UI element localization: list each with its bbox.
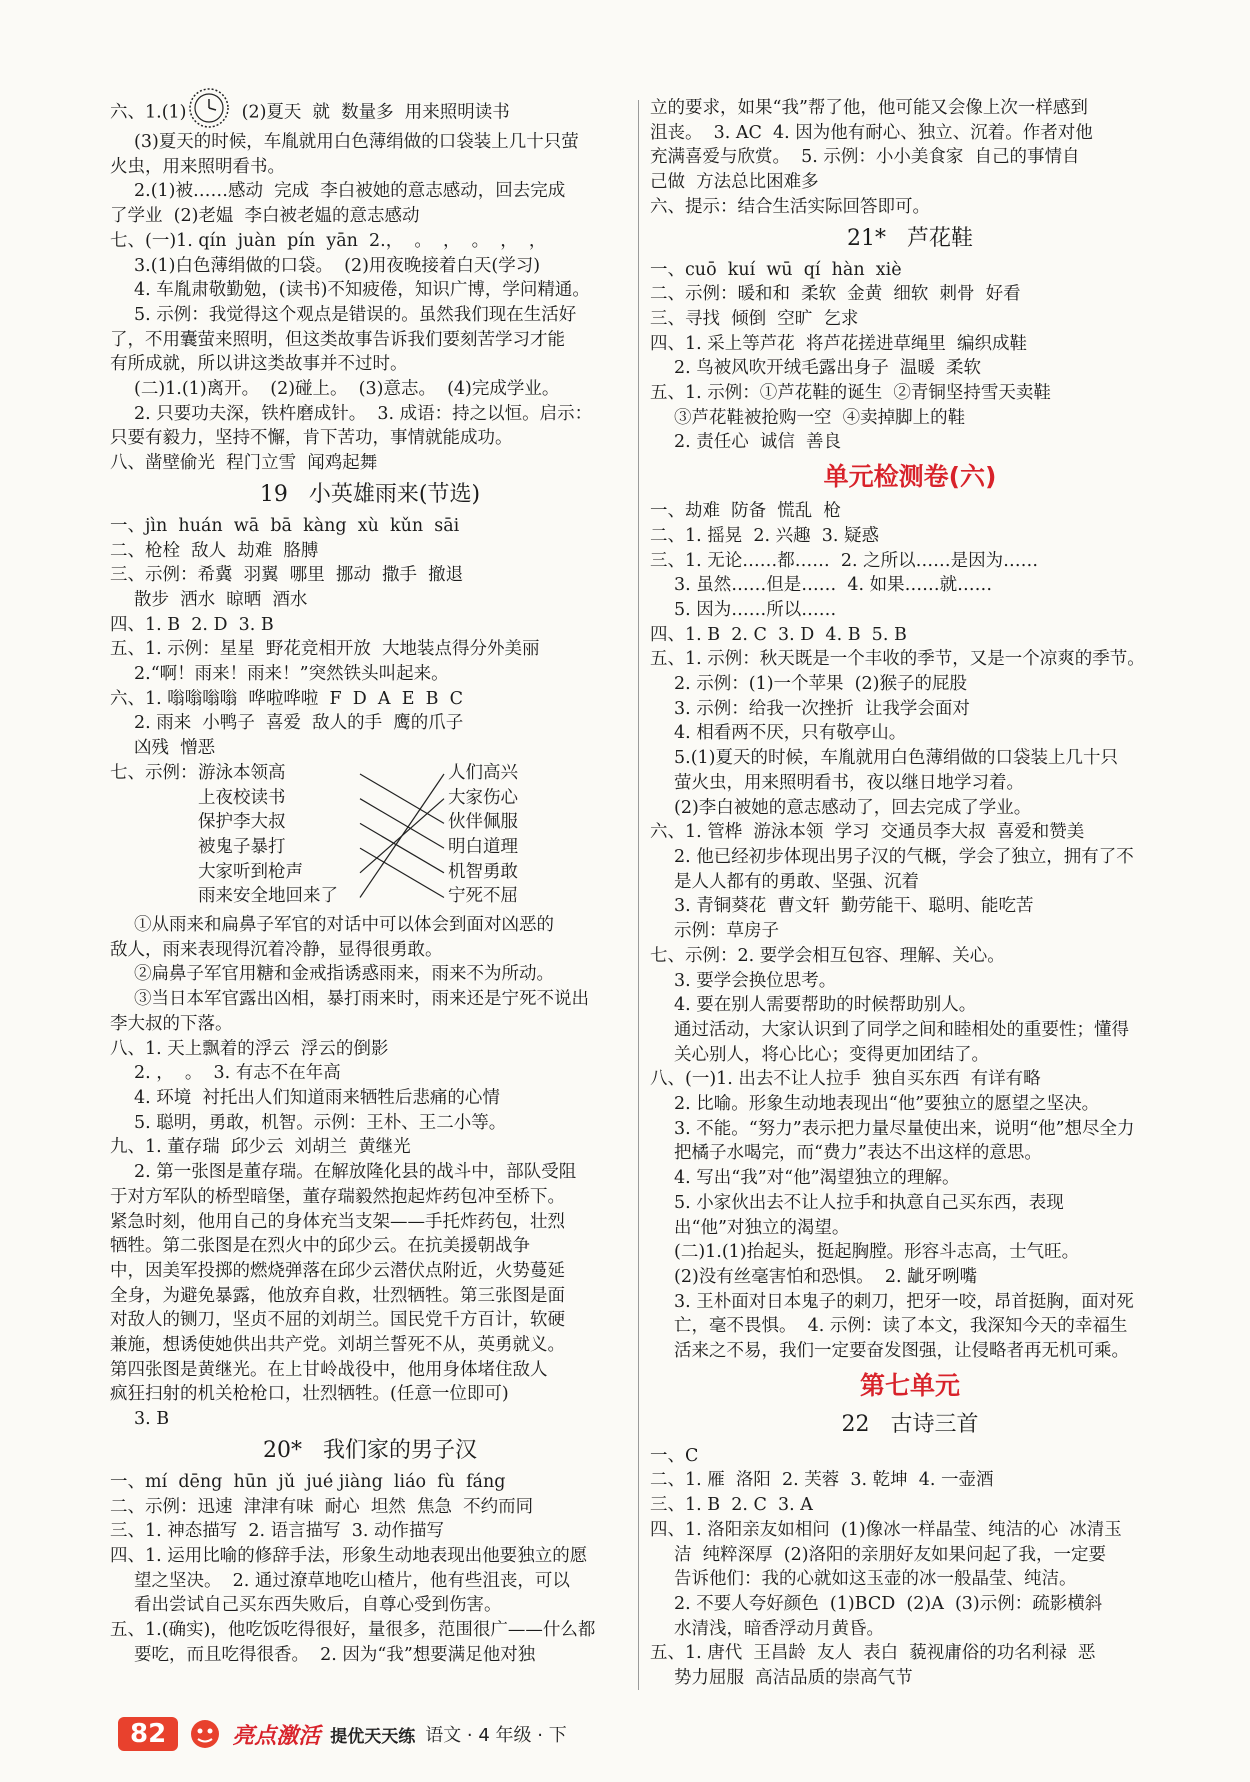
answer-text: 出“他”对独立的渴望。 bbox=[674, 1217, 850, 1238]
answer-line bbox=[110, 1569, 630, 1594]
answer-text: 散步 洒水 晾晒 酒水 bbox=[134, 589, 308, 610]
answer-line bbox=[650, 993, 1170, 1018]
answer-line bbox=[110, 303, 630, 328]
answer-line bbox=[650, 697, 1170, 722]
answer-line bbox=[110, 514, 630, 539]
answer-text: 4. 车胤肃敬勤勉，(读书)不知疲倦，知识广博，学问精通。 bbox=[134, 280, 590, 301]
answer-text: 一、cuō kuí wū qí hàn xiè bbox=[650, 259, 902, 280]
answer-line bbox=[650, 1141, 1170, 1166]
answer-text: 告诉他们：我的心就如这玉壶的冰一般晶莹、纯洁。 bbox=[674, 1569, 1077, 1590]
match-line bbox=[360, 823, 444, 872]
answer-text: 八、凿壁偷光 程门立雪 闻鸡起舞 bbox=[110, 453, 378, 474]
answer-text: 5. 示例：我觉得这个观点是错误的。虽然我们现在生活好 bbox=[134, 304, 577, 325]
answer-text: 六、提示：结合生活实际回答即可。 bbox=[650, 196, 930, 217]
answer-line bbox=[110, 155, 630, 180]
answer-line bbox=[650, 1043, 1170, 1068]
answer-line bbox=[650, 919, 1170, 944]
answer-line bbox=[650, 145, 1170, 170]
answer-line bbox=[110, 1333, 630, 1358]
answer-text: 3. 王朴面对日本鬼子的刺刀，把牙一咬，昂首挺胸，面对死 bbox=[674, 1291, 1134, 1312]
answer-text: 3. 青铜葵花 曹文轩 勤劳能干、聪明、能吃苦 bbox=[674, 896, 1034, 917]
answer-line bbox=[650, 721, 1170, 746]
answer-line bbox=[110, 1012, 630, 1037]
match-right-item: 大家伤心 bbox=[448, 787, 518, 808]
answer-text: 2. 第一张图是董存瑞。在解放隆化县的战斗中，部队受阻 bbox=[134, 1162, 577, 1183]
answer-line bbox=[650, 1092, 1170, 1117]
answer-text: (2)没有丝毫害怕和恐惧。 2. 龇牙咧嘴 bbox=[674, 1266, 978, 1287]
answer-line bbox=[110, 1259, 630, 1284]
answer-line bbox=[110, 204, 630, 229]
answer-text: (2)夏天 就 数量多 用来照明读书 bbox=[230, 102, 510, 123]
answer-line bbox=[110, 687, 630, 712]
answer-text: ②扁鼻子军官用糖和金戒指诱惑雨来，雨来不为所动。 bbox=[134, 964, 554, 985]
answer-line bbox=[110, 1111, 630, 1136]
answer-text: 三、示例：希冀 羽翼 哪里 挪动 撒手 撤退 bbox=[110, 565, 464, 586]
answer-line bbox=[110, 179, 630, 204]
answer-text: 是人人都有的勇敢、坚强、沉着 bbox=[674, 871, 919, 892]
answer-text: 五、1. 示例：秋天既是一个丰收的季节，又是一个凉爽的季节。 bbox=[650, 649, 1145, 670]
answer-text: 4. 环境 衬托出人们知道雨来牺牲后悲痛的心情 bbox=[134, 1087, 500, 1108]
answer-line bbox=[110, 1160, 630, 1185]
match-right-item: 人们高兴 bbox=[448, 762, 518, 783]
answer-text: 看出尝试自己买东西失败后，自尊心受到伤害。 bbox=[134, 1595, 502, 1616]
answer-text: 二、示例：暖和和 柔软 金黄 细软 刺骨 好看 bbox=[650, 284, 1021, 305]
mascot-icon bbox=[188, 1717, 222, 1751]
answer-line bbox=[110, 377, 630, 402]
answer-line bbox=[110, 451, 630, 476]
answer-text: 己做 方法总比困难多 bbox=[650, 172, 819, 193]
answer-text: 充满喜爱与欣赏。 5. 示例：小小美食家 自己的事情自 bbox=[650, 147, 1080, 168]
answer-line bbox=[650, 1166, 1170, 1191]
answer-text: 二、枪栓 敌人 劫难 胳膊 bbox=[110, 540, 319, 561]
answer-text: 了学业 (2)老媪 李白被老媪的意志感动 bbox=[110, 206, 420, 227]
answer-text: 2. 鸟被风吹开绒毛露出身子 温暖 柔软 bbox=[674, 358, 982, 379]
match-left-item: 上夜校读书 bbox=[198, 787, 286, 808]
answer-line bbox=[110, 637, 630, 662]
match-line bbox=[360, 848, 444, 897]
answer-line bbox=[650, 258, 1170, 283]
answer-line bbox=[650, 430, 1170, 455]
answer-line bbox=[650, 1240, 1170, 1265]
answer-text: 沮丧。 3. AC 4. 因为他有耐心、独立、沉着。作者对他 bbox=[650, 122, 1093, 143]
answer-line bbox=[110, 711, 630, 736]
answer-line bbox=[650, 356, 1170, 381]
answer-line bbox=[650, 170, 1170, 195]
answer-line bbox=[110, 229, 630, 254]
answer-line bbox=[110, 539, 630, 564]
answer-text: 七、(一)1. qín juàn pín yān 2.， 。 ， 。 ， ， bbox=[110, 230, 547, 251]
answer-line bbox=[110, 96, 630, 130]
answer-text: 有所成就，所以讲这类故事并不过时。 bbox=[110, 354, 408, 375]
answer-text: 2. 责任心 诚信 善良 bbox=[674, 432, 842, 453]
answer-text: 牺牲。第二张图是在烈火中的邱少云。在抗美援朝战争 bbox=[110, 1236, 530, 1257]
answer-text: 2. 比喻。形象生动地表现出“他”要独立的愿望之坚决。 bbox=[674, 1094, 1100, 1115]
answer-line bbox=[650, 1518, 1170, 1543]
answer-line bbox=[110, 1037, 630, 1062]
answer-line bbox=[110, 1358, 630, 1383]
match-right-item: 伙伴佩服 bbox=[448, 812, 518, 833]
match-line bbox=[360, 799, 444, 848]
answer-line bbox=[650, 944, 1170, 969]
answer-text: 5. 因为……所以…… bbox=[674, 599, 837, 620]
answer-line bbox=[650, 1493, 1170, 1518]
answer-text: 关心别人，将心比心；变得更加团结了。 bbox=[674, 1044, 989, 1065]
right-column bbox=[650, 96, 1170, 1691]
answer-line bbox=[650, 332, 1170, 357]
answer-line bbox=[650, 870, 1170, 895]
answer-line bbox=[650, 573, 1170, 598]
matching-lines bbox=[110, 761, 630, 913]
answer-text: 5. 小家伙出去不让人拉手和执意自己买东西，表现 bbox=[674, 1192, 1064, 1213]
answer-text: 3.(1)白色薄绢做的口袋。 (2)用夜晚接着白天(学习) bbox=[134, 255, 541, 276]
answer-line bbox=[110, 613, 630, 638]
answer-line bbox=[110, 352, 630, 377]
answer-line bbox=[110, 1308, 630, 1333]
answer-text: 通过活动，大家认识到了同学之间和睦相处的重要性；懂得 bbox=[674, 1019, 1129, 1040]
answer-line bbox=[650, 195, 1170, 220]
match-left-item: 保护李大叔 bbox=[198, 812, 286, 833]
match-line bbox=[360, 774, 444, 898]
answer-text: 五、1. 示例：星星 野花竞相开放 大地装点得分外美丽 bbox=[110, 639, 540, 660]
answer-text: 一、mí dēng hūn jǔ jué jiàng liáo fù fáng bbox=[110, 1471, 506, 1492]
answer-line bbox=[650, 1314, 1170, 1339]
answer-text: 三、寻找 倾倒 空旷 乞求 bbox=[650, 308, 859, 329]
answer-text: 二、1. 雁 洛阳 2. 芙蓉 3. 乾坤 4. 一壶酒 bbox=[650, 1470, 994, 1491]
answer-line bbox=[110, 1593, 630, 1618]
answer-line bbox=[110, 938, 630, 963]
answer-text: 5.(1)夏天的时候，车胤就用白色薄绢做的口袋装上几十只 bbox=[674, 748, 1118, 769]
answer-text: 3. B bbox=[134, 1409, 170, 1430]
answer-text: (二)1.(1)离开。 (2)碰上。 (3)意志。 (4)完成学业。 bbox=[134, 379, 560, 400]
answer-line bbox=[650, 1067, 1170, 1092]
answer-line bbox=[110, 402, 630, 427]
answer-line bbox=[110, 1643, 630, 1668]
answer-text: 4. 写出“我”对“他”渴望独立的理解。 bbox=[674, 1168, 960, 1189]
match-line bbox=[360, 774, 444, 823]
answer-text: 活来之不易，我们一定要奋发图强，让侵略者再无机可乘。 bbox=[674, 1341, 1129, 1362]
answer-line bbox=[650, 1191, 1170, 1216]
lesson-title: 22 古诗三首 bbox=[841, 1411, 979, 1437]
answer-text: 六、1. 管桦 游泳本领 学习 交通员李大叔 喜爱和赞美 bbox=[650, 822, 1085, 843]
answer-line bbox=[650, 820, 1170, 845]
answer-text: 四、1. 采上等芦花 将芦花搓进草绳里 编织成鞋 bbox=[650, 333, 1028, 354]
answer-line bbox=[650, 1567, 1170, 1592]
answer-text: 一、C bbox=[650, 1445, 699, 1466]
match-left-item: 大家听到枪声 bbox=[198, 861, 303, 882]
answer-line bbox=[650, 1339, 1170, 1364]
match-left-item: 游泳本领高 bbox=[198, 762, 286, 783]
answer-line bbox=[110, 254, 630, 279]
answer-line bbox=[650, 1265, 1170, 1290]
answer-text: 兼施，想诱使她供出共产党。刘胡兰誓死不从，英勇就义。 bbox=[110, 1335, 565, 1356]
answer-line bbox=[110, 1519, 630, 1544]
answer-line bbox=[650, 1444, 1170, 1469]
lesson-title: 19 小英雄雨来(节选) bbox=[259, 481, 481, 507]
answer-line bbox=[110, 588, 630, 613]
answer-line bbox=[650, 598, 1170, 623]
answer-text: 2. 只要功夫深，铁杵磨成针。 3. 成语：持之以恒。启示： bbox=[134, 403, 593, 424]
section-banner: 单元检测卷(六) bbox=[823, 462, 997, 492]
answer-line bbox=[110, 1382, 630, 1407]
answer-text: ③当日本军官露出凶相，暴打雨来时，雨来还是宁死不说出 bbox=[134, 989, 589, 1010]
answer-text: 要吃，而且吃得很香。 2. 因为“我”想要满足他对独 bbox=[134, 1644, 536, 1665]
answer-text: 四、1. 运用比喻的修辞手法，形象生动地表现出他要独立的愿 bbox=[110, 1545, 588, 1566]
answer-line bbox=[110, 1086, 630, 1111]
answer-text: 四、1. B 2. C 3. D 4. B 5. B bbox=[650, 624, 907, 645]
answer-text: 2. ， 。 3. 有志不在年高 bbox=[134, 1063, 341, 1084]
answer-line bbox=[110, 962, 630, 987]
answer-text: 五、1.(确实)，他吃饭吃得很好，量很多，范围很广——什么都 bbox=[110, 1620, 596, 1641]
answer-text: 敌人，雨来表现得沉着冷静，显得很勇敢。 bbox=[110, 939, 443, 960]
answer-line bbox=[650, 647, 1170, 672]
answer-text: 2. 他已经初步体现出男子汉的气概，学会了独立，拥有了不 bbox=[674, 846, 1134, 867]
left-column bbox=[110, 96, 630, 1667]
match-right-item: 宁死不屈 bbox=[448, 886, 518, 907]
answer-line bbox=[110, 563, 630, 588]
answer-text: 六、1. 嗡嗡嗡嗡 哗啦哗啦 F D A E B C bbox=[110, 688, 463, 709]
answer-text: 九、1. 董存瑞 邱少云 刘胡兰 黄继光 bbox=[110, 1137, 411, 1158]
answer-line bbox=[650, 1290, 1170, 1315]
answer-line bbox=[650, 1117, 1170, 1142]
answer-line bbox=[650, 1543, 1170, 1568]
answer-line bbox=[650, 1468, 1170, 1493]
matching-label: 七、示例： bbox=[110, 762, 198, 783]
answer-text: 李大叔的下落。 bbox=[110, 1013, 233, 1034]
matching-exercise bbox=[110, 761, 630, 913]
answer-text: 紧急时刻，他用自己的身体充当支架——手托炸药包，壮烈 bbox=[110, 1211, 565, 1232]
brand-logo-text: 亮点激活 bbox=[232, 1723, 321, 1749]
answer-text: 2.“啊！雨来！雨来！”突然铁头叫起来。 bbox=[134, 664, 449, 685]
answer-line bbox=[110, 662, 630, 687]
answer-line bbox=[650, 1018, 1170, 1043]
answer-line bbox=[650, 969, 1170, 994]
answer-text: (二)1.(1)抬起头，挺起胸膛。形容斗志高，士气旺。 bbox=[674, 1242, 1080, 1263]
column-divider bbox=[638, 100, 639, 1690]
answer-line bbox=[650, 96, 1170, 121]
answer-line bbox=[650, 381, 1170, 406]
answer-text: 水清浅，暗香浮动月黄昏。 bbox=[674, 1618, 884, 1639]
answer-text: 3. 不能。“努力”表示把力量尽量使出来，说明“他”想尽全力 bbox=[674, 1118, 1135, 1139]
answer-line bbox=[650, 894, 1170, 919]
answer-text: 2.(1)被……感动 完成 李白被她的意志感动，回去完成 bbox=[134, 181, 566, 202]
answer-line bbox=[650, 672, 1170, 697]
answer-text: 萤火虫，用来照明看书，夜以继日地学习着。 bbox=[674, 772, 1024, 793]
series-subtitle: 提优天天练 bbox=[330, 1726, 416, 1747]
answer-line bbox=[650, 623, 1170, 648]
answer-text: 六、1.(1) bbox=[110, 102, 187, 123]
answer-text: 3. 示例：给我一次挫折 让我学会面对 bbox=[674, 698, 970, 719]
answer-line bbox=[650, 746, 1170, 771]
answer-text: 2. 不要人夸好颜色 (1)BCD (2)A (3)示例：疏影横斜 bbox=[674, 1593, 1103, 1614]
answer-text: 望之坚决。 2. 通过潦草地吃山楂片，他有些沮丧，可以 bbox=[134, 1570, 570, 1591]
answer-text: 二、示例：迅速 津津有味 耐心 坦然 焦急 不约而同 bbox=[110, 1496, 534, 1517]
answer-line bbox=[650, 1617, 1170, 1642]
answer-text: 第四张图是黄继光。在上甘岭战役中，他用身体堵住敌人 bbox=[110, 1359, 548, 1380]
answer-line bbox=[110, 1618, 630, 1643]
answer-text: 三、1. B 2. C 3. A bbox=[650, 1495, 813, 1516]
answer-text: 全身，为避免暴露，他放弃自救，壮烈牺牲。第三张图是面 bbox=[110, 1285, 565, 1306]
answer-line bbox=[110, 130, 630, 155]
answer-text: 中，因美军投掷的燃烧弹落在邱少云潜伏点附近，火势蔓延 bbox=[110, 1260, 565, 1281]
answer-text: 八、1. 天上飘着的浮云 浮云的倒影 bbox=[110, 1038, 389, 1059]
answer-text: ③芦花鞋被抢购一空 ④卖掉脚上的鞋 bbox=[674, 407, 966, 428]
answer-text: 疯狂扫射的机关枪枪口，壮烈牺牲。(任意一位即可) bbox=[110, 1384, 509, 1405]
answer-line bbox=[110, 1407, 630, 1432]
answer-text: 示例：草房子 bbox=[674, 921, 779, 942]
answer-line bbox=[650, 499, 1170, 524]
answer-text: 只要有毅力，坚持不懈，肯下苦功，事情就能成功。 bbox=[110, 428, 513, 449]
book-info: 语文 · 4 年级 · 下 bbox=[425, 1725, 567, 1746]
answer-text: 三、1. 无论……都…… 2. 之所以……是因为…… bbox=[650, 550, 1039, 571]
page-number: 82 bbox=[118, 1717, 178, 1751]
answer-line bbox=[110, 987, 630, 1012]
answer-text: 把橘子水喝完，而“费力”表达不出这样的意思。 bbox=[674, 1143, 1042, 1164]
answer-line bbox=[110, 1495, 630, 1520]
answer-line bbox=[110, 426, 630, 451]
answer-line bbox=[650, 771, 1170, 796]
clock-icon bbox=[187, 86, 231, 130]
section-banner: 第七单元 bbox=[859, 1370, 960, 1400]
answer-text: 了，不用囊萤来照明，但这类故事告诉我们要刻苦学习才能 bbox=[110, 329, 565, 350]
answer-line bbox=[110, 1135, 630, 1160]
answer-line bbox=[650, 1666, 1170, 1691]
answer-text: (3)夏天的时候，车胤就用白色薄绢做的口袋装上几十只萤 bbox=[134, 132, 579, 152]
answer-text: 八、(一)1. 出去不让人拉手 独自买东西 有详有略 bbox=[650, 1069, 1041, 1090]
answer-line bbox=[110, 1284, 630, 1309]
answer-line bbox=[110, 913, 630, 938]
answer-text: 4. 要在别人需要帮助的时候帮助别人。 bbox=[674, 995, 977, 1016]
answer-text: 四、1. 洛阳亲友如相问 (1)像冰一样晶莹、纯洁的心 冰清玉 bbox=[650, 1519, 1122, 1540]
answer-line bbox=[110, 278, 630, 303]
answer-line bbox=[110, 1544, 630, 1569]
match-left-item: 雨来安全地回来了 bbox=[198, 886, 338, 907]
answer-line bbox=[650, 282, 1170, 307]
answer-text: 2. 雨来 小鸭子 喜爱 敌人的手 鹰的爪子 bbox=[134, 713, 464, 734]
answer-text: 一、劫难 防备 慌乱 枪 bbox=[650, 501, 841, 522]
answer-text: 3. 虽然……但是…… 4. 如果……就…… bbox=[674, 575, 993, 596]
answer-text: 对敌人的铡刀，坚贞不屈的刘胡兰。国民党千方百计，软硬 bbox=[110, 1310, 565, 1331]
answer-line bbox=[650, 1641, 1170, 1666]
answer-line bbox=[650, 406, 1170, 431]
answer-line bbox=[110, 1210, 630, 1235]
answer-text: 于对方军队的桥型暗堡，董存瑞毅然抱起炸药包冲至桥下。 bbox=[110, 1186, 565, 1207]
answer-line bbox=[650, 121, 1170, 146]
answer-text: 二、1. 摇晃 2. 兴趣 3. 疑惑 bbox=[650, 525, 880, 546]
answer-text: 3. 要学会换位思考。 bbox=[674, 970, 837, 991]
answer-text: 4. 相看两不厌，只有敬亭山。 bbox=[674, 723, 907, 744]
answer-line bbox=[650, 549, 1170, 574]
answer-text: (2)李白被她的意志感动了，回去完成了学业。 bbox=[674, 797, 1032, 818]
answer-text: 一、jìn huán wā bā kàng xù kǔn sāi bbox=[110, 515, 460, 536]
answer-text: 凶残 憎恶 bbox=[134, 738, 216, 759]
answer-text: 火虫，用来照明看书。 bbox=[110, 156, 285, 177]
answer-line bbox=[110, 1061, 630, 1086]
answer-text: 立的要求，如果“我”帮了他，他可能又会像上次一样感到 bbox=[650, 98, 1088, 118]
answer-line bbox=[650, 1592, 1170, 1617]
page-footer bbox=[118, 1714, 567, 1754]
answer-text: 四、1. B 2. D 3. B bbox=[110, 614, 274, 635]
answer-text: 三、1. 神态描写 2. 语言描写 3. 动作描写 bbox=[110, 1521, 445, 1542]
answer-text: 势力屈服 高洁品质的崇高气节 bbox=[674, 1668, 913, 1689]
answer-text: 亡，毫不畏惧。 4. 示例：读了本文，我深知今天的幸福生 bbox=[674, 1316, 1128, 1337]
answer-text: 七、示例：2. 要学会相互包容、理解、关心。 bbox=[650, 945, 1005, 966]
answer-text: 洁 纯粹深厚 (2)洛阳的亲朋好友如果问起了我，一定要 bbox=[674, 1544, 1107, 1565]
answer-line bbox=[650, 524, 1170, 549]
answer-text: 五、1. 唐代 王昌龄 友人 表白 藐视庸俗的功名利禄 恶 bbox=[650, 1643, 1096, 1664]
answer-line bbox=[650, 307, 1170, 332]
answer-text: ①从雨来和扁鼻子军官的对话中可以体会到面对凶恶的 bbox=[134, 915, 554, 936]
match-left-item: 被鬼子暴打 bbox=[198, 836, 286, 857]
match-right-item: 明白道理 bbox=[448, 836, 518, 857]
answer-line bbox=[110, 736, 630, 761]
answer-text: 五、1. 示例：①芦花鞋的诞生 ②青铜坚持雪天卖鞋 bbox=[650, 383, 1051, 404]
answer-line bbox=[650, 796, 1170, 821]
answer-line bbox=[110, 1185, 630, 1210]
answer-line bbox=[110, 1234, 630, 1259]
lesson-title: 20* 我们家的男子汉 bbox=[263, 1437, 477, 1463]
match-right-item: 机智勇敢 bbox=[448, 861, 518, 882]
answer-text: 5. 聪明，勇敢，机智。示例：王朴、王二小等。 bbox=[134, 1112, 507, 1133]
answer-line bbox=[110, 328, 630, 353]
answer-line bbox=[650, 845, 1170, 870]
answer-line bbox=[650, 1216, 1170, 1241]
answer-text: 2. 示例：(1)一个苹果 (2)猴子的屁股 bbox=[674, 674, 967, 695]
answer-line bbox=[110, 1470, 630, 1495]
lesson-title: 21* 芦花鞋 bbox=[847, 225, 973, 251]
